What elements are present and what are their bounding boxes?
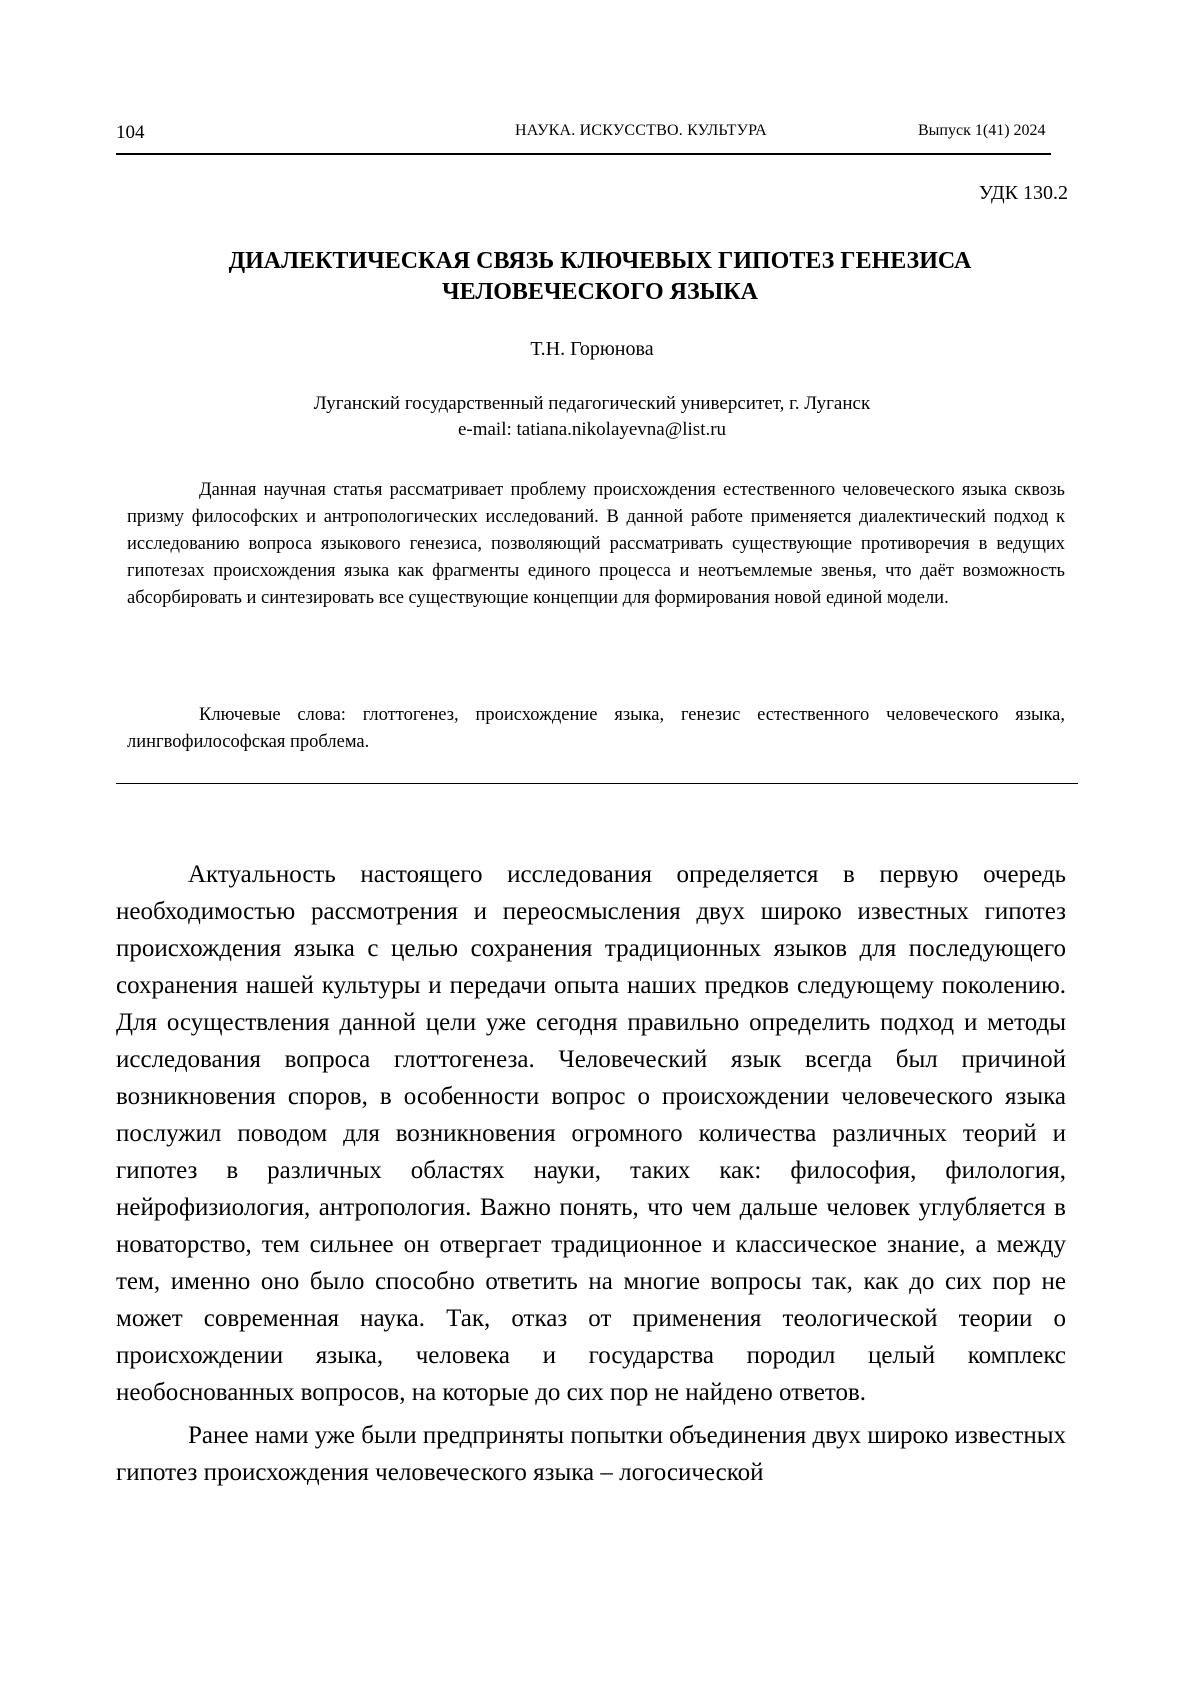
body-paragraph: Ранее нами уже были предприняты попытки объединения двух широко известных гипотез происхождения человеческого языка – логосической bbox=[116, 1417, 1066, 1491]
keywords: Ключевые слова: глоттогенез, происхождение языка, генезис естественного человеческого языка, лингвофилософская проблема. bbox=[127, 702, 1065, 756]
journal-title: НАУКА. ИСКУССТВО. КУЛЬТУРА bbox=[515, 122, 767, 140]
section-divider bbox=[116, 783, 1078, 784]
header-divider bbox=[116, 153, 1051, 155]
author-email: e-mail: tatiana.nikolayevna@list.ru bbox=[116, 417, 1068, 443]
article-title-line-1: ДИАЛЕКТИЧЕСКАЯ СВЯЗЬ КЛЮЧЕВЫХ ГИПОТЕЗ ГЕНЕЗИСА bbox=[130, 246, 1070, 277]
article-title-line-2: ЧЕЛОВЕЧЕСКОГО ЯЗЫКА bbox=[130, 277, 1070, 308]
author-affiliation-block bbox=[116, 391, 1068, 443]
article-body bbox=[116, 856, 1066, 1497]
article-title bbox=[130, 246, 1070, 308]
issue-label: Выпуск 1(41) 2024 bbox=[918, 122, 1046, 140]
journal-page bbox=[0, 0, 1200, 1697]
author-name: Т.Н. Горюнова bbox=[116, 338, 1068, 361]
affiliation: Луганский государственный педагогический университет, г. Луганск bbox=[116, 391, 1068, 417]
body-paragraph: Актуальность настоящего исследования определяется в первую очередь необходимостью рассмотрения и переосмысления двух широко известных гипотез происхождения языка с целью сохранения традиционных языков для последующего сохранения нашей культуры и передачи опыта наших предков следующему поколению. Для осуществления данной цели уже сегодня правильно определить подход и методы исследования вопроса глоттогенеза. Человеческий язык всегда был причиной возникновения споров, в особенности вопрос о происхождении человеческого языка послужил поводом для возникновения огромного количества различных теорий и гипотез в различных областях науки, таких как: философия, филология, нейрофизиология, антропология. Важно понять, что чем дальше человек углубляется в новаторство, тем сильнее он отвергает традиционное и классическое знание, а между тем, именно оно было способно ответить на многие вопросы так, как до сих пор не может современная наука. Так, отказ от применения теологической теории о происхождении языка, человека и государства породил целый комплекс необоснованных вопросов, на которые до сих пор не найдено ответов. bbox=[116, 856, 1066, 1411]
udk-code: УДК 130.2 bbox=[979, 182, 1068, 205]
abstract: Данная научная статья рассматривает проблему происхождения естественного человеческого языка сквозь призму философских и антропологических исследований. В данной работе применяется диалектический подход к исследованию вопроса языкового генезиса, позволяющий рассматривать существующие противоречия в ведущих гипотезах происхождения языка как фрагменты единого процесса и неотъемлемые звенья, что даёт возможность абсорбировать и синтезировать все существующие концепции для формирования новой единой модели. bbox=[127, 477, 1065, 612]
page-number: 104 bbox=[116, 122, 145, 144]
